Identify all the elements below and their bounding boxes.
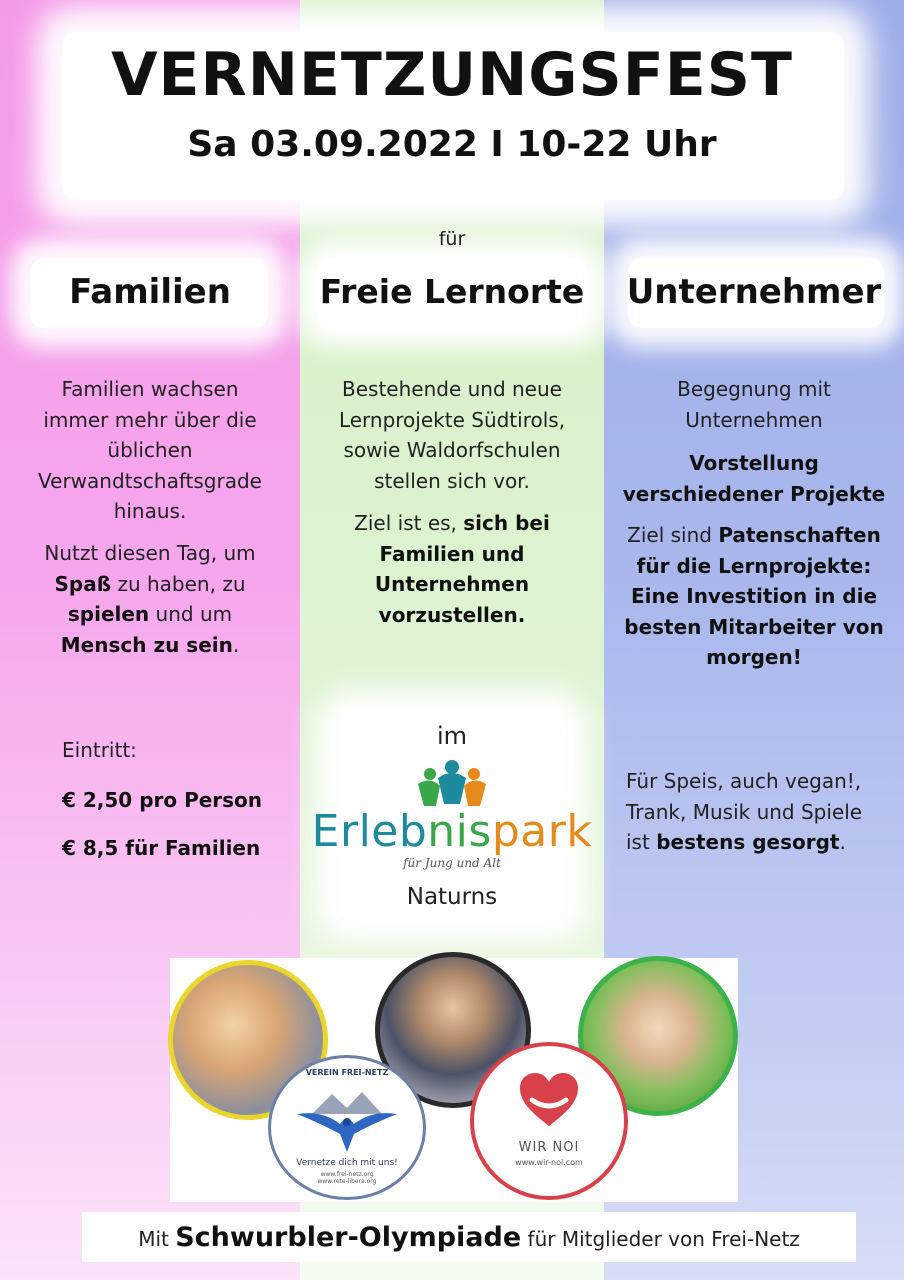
event-title: VERNETZUNGSFEST [111,40,793,110]
unternehmer-line: verschiedener Projekte [622,481,886,506]
heading-unternehmer: Unternehmer [626,272,882,312]
footer-text: Mit Schwurbler-Olympiade für Mitglieder von Frei-Netz [138,1222,800,1253]
people-logo-icon [416,758,488,808]
lernorte-line: Familien und [379,541,525,566]
unternehmer-line: Vorstellung [689,451,819,475]
unternehmer-line: Unternehmen [685,407,823,432]
verein-title: VEREIN FREI-NETZ [305,1068,389,1077]
price-family: € 8,5 für Familien [62,836,261,860]
unternehmer-paragraph-3 [604,520,904,673]
unternehmer-paragraph-1 [604,374,904,435]
heading-freie-lernorte: Freie Lernorte [319,272,585,311]
families-paragraph-2 [0,538,300,660]
lernorte-line: Bestehende und neue [342,377,562,401]
lernorte-line: Ziel ist es, sich bei [354,511,550,535]
unternehmer-line: besten Mitarbeiter von [624,614,884,639]
wir-noi-title: WIR NOI [518,1140,580,1155]
lernorte-line: vorzustellen. [378,602,526,627]
lernorte-line: Lernprojekte Südtirols, [338,407,566,432]
verein-url-2: www.rete-libera.org [317,1178,377,1185]
heading-familien: Familien [69,272,231,312]
unternehmer-line: Ziel sind Patenschaften [627,523,881,547]
entry-label: Eintritt: [62,738,137,762]
heart-hug-icon [518,1070,580,1132]
unternehmer-paragraph-2 [604,448,904,509]
catering-line: Trank, Musik und Spiele [626,799,863,824]
verein-url-1: www.frei-netz.org [320,1171,374,1178]
catering-line: Für Speis, auch vegan!, [626,769,862,793]
families-line: Verwandtschaftsgrade [38,468,262,493]
families-line: üblichen [107,438,193,462]
wir-noi-url: www.wir-noi.com [515,1158,583,1167]
erlebnispark-logo-text: Erlebnispark [311,806,593,857]
unternehmer-line: für die Lernprojekte: [636,553,872,578]
families-line: spielen und um [67,602,233,626]
catering-text [626,766,896,858]
venue-im-label: im [436,722,468,750]
eagle-mountain-icon [292,1084,402,1154]
logo-subtitle: für Jung und Alt [403,856,501,870]
fuer-label: für [438,228,466,250]
unternehmer-line: Begegnung mit [677,377,831,401]
families-line: hinaus. [113,499,187,523]
event-date: Sa 03.09.2022 I 10-22 Uhr [187,124,717,165]
unternehmer-line: morgen! [706,645,802,669]
families-paragraph-1 [0,374,300,527]
verein-slogan: Vernetze dich mit uns! [296,1158,398,1168]
lernorte-line: Unternehmen [374,572,530,596]
families-line: Spaß zu haben, zu [54,571,246,596]
unternehmer-line: Eine Investition in die [630,584,878,608]
venue-town: Naturns [406,884,498,910]
catering-line: ist bestens gesorgt. [626,830,846,854]
lernorte-paragraph-2 [300,508,604,630]
lernorte-line: sowie Waldorfschulen [343,438,561,462]
lernorte-paragraph-1 [300,374,604,496]
lernorte-line: stellen sich vor. [374,468,530,493]
families-line: Mensch zu sein. [60,632,240,657]
price-per-person: € 2,50 pro Person [62,788,263,812]
families-line: Familien wachsen [61,377,239,401]
families-line: immer mehr über die [43,407,257,432]
families-line: Nutzt diesen Tag, um [44,541,256,565]
